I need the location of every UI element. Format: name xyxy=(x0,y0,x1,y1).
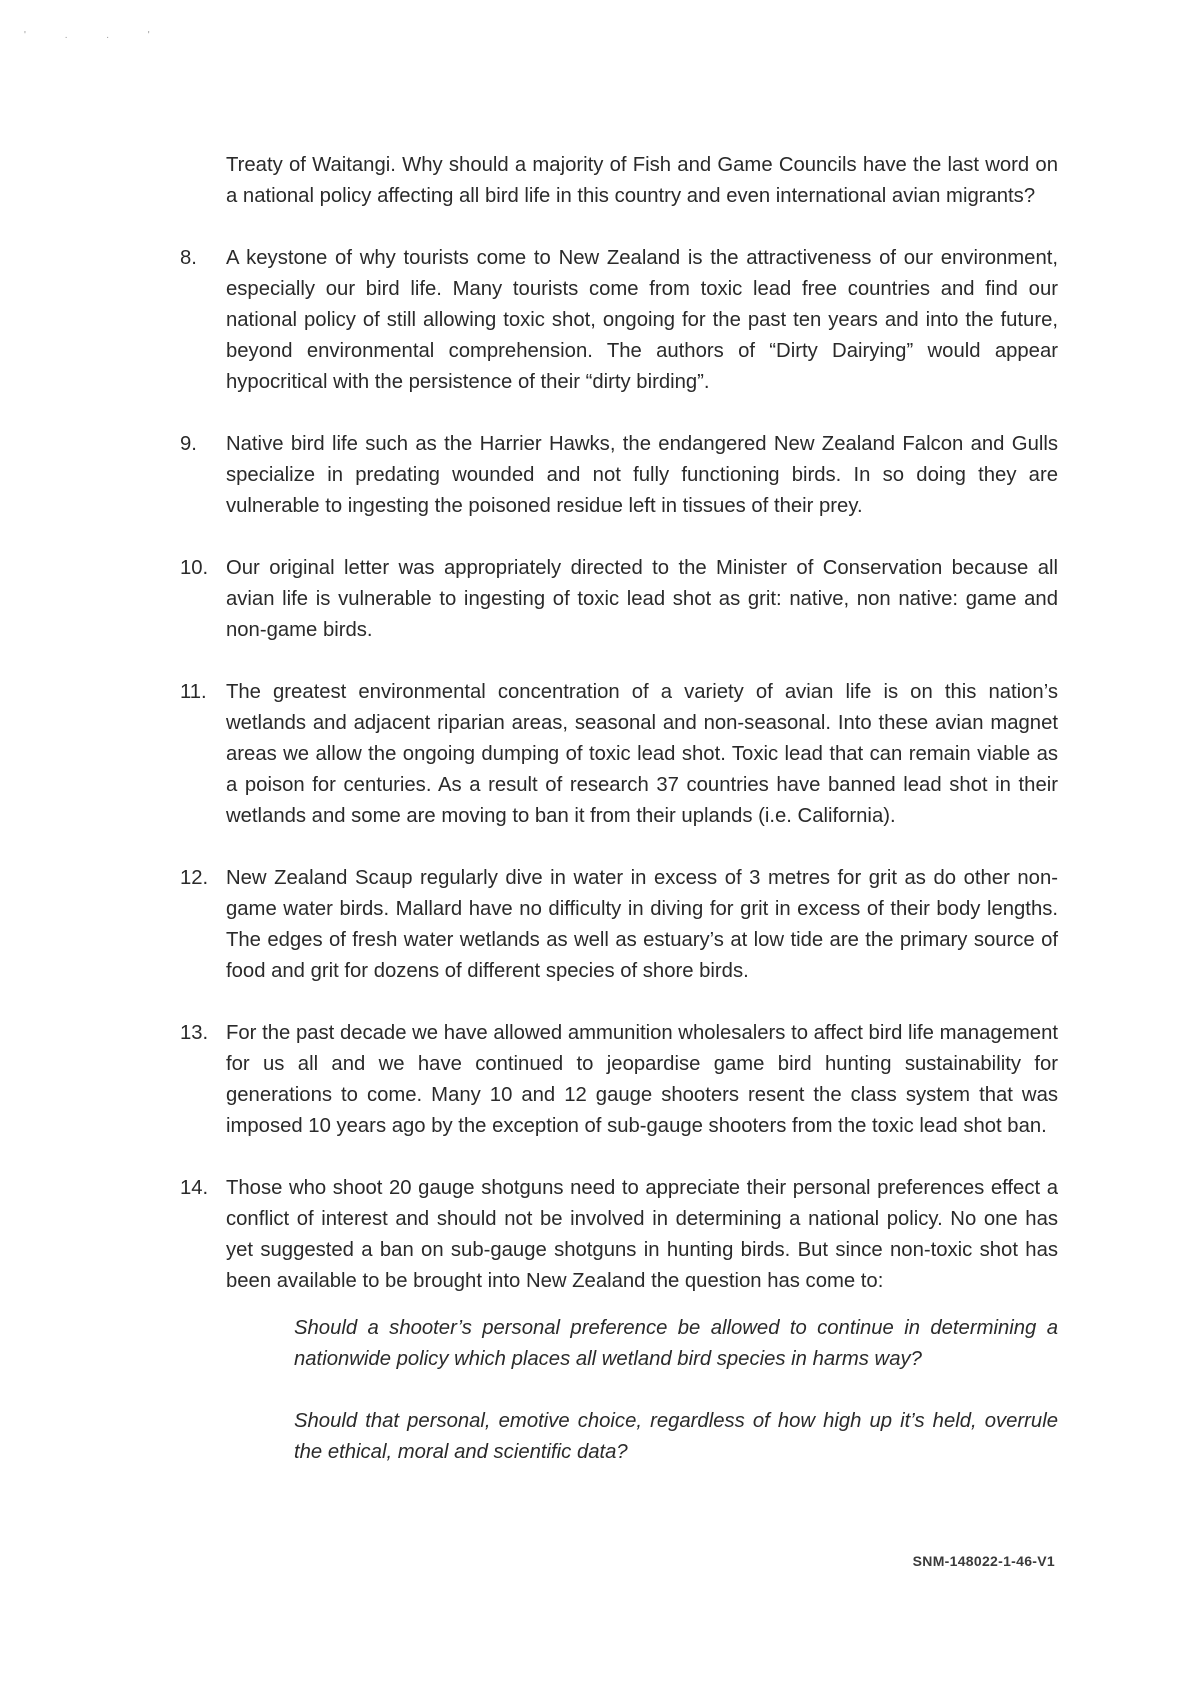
lead-paragraph: Treaty of Waitangi. Why should a majority of Fish and Game Councils have the last word on a national policy affecting all bird life in this country and even international avian migrants? xyxy=(226,154,1058,207)
list-item-number: 10. xyxy=(180,557,209,579)
list-item-8 xyxy=(180,243,1058,398)
list-item-text: For the past decade we have allowed ammunition wholesalers to affect bird life management for us all and we have continued to jeopardise game bird hunting sustainability for generations to come. Many 10 and 12 gauge shooters resent the class system that was imposed 10 years ago by the exception of sub-gauge shooters from the toxic lead shot ban. xyxy=(226,1022,1058,1137)
list-item-text: Those who shoot 20 gauge shotguns need to appreciate their personal preferences effect a conflict of interest and should not be involved in determining a national policy. No one has yet suggested a ban on sub-gauge shotguns in hunting birds. But since non-toxic shot has been available to be brought into New Zealand the question has come to: xyxy=(226,1177,1058,1292)
question-quote: Should a shooter’s personal preference be allowed to continue in determining a nationwide policy which places all wetland bird species in harms way? xyxy=(294,1317,1058,1370)
list-item-9 xyxy=(180,429,1058,522)
document-reference: SNM-148022-1-46-V1 xyxy=(912,1553,1055,1569)
list-item-number: 14. xyxy=(180,1177,209,1199)
list-item-10 xyxy=(180,553,1058,646)
list-item-number: 9. xyxy=(180,433,197,455)
list-item-text: A keystone of why tourists come to New Zealand is the attractiveness of our environment, especially our bird life. Many tourists come from toxic lead free countries and find our national policy of still allowing toxic shot, ongoing for the past ten years and into the future, beyond environmental comprehension. The authors of “Dirty Dairying” would appear hypocritical with the persistence of their “dirty birding”. xyxy=(226,247,1058,393)
list-item-number: 12. xyxy=(180,867,209,889)
page-body xyxy=(180,150,1058,1499)
list-item-13 xyxy=(180,1018,1058,1142)
list-item-12 xyxy=(180,863,1058,987)
list-item-number: 8. xyxy=(180,247,197,269)
question-quote: Should that personal, emotive choice, regardless of how high up it’s held, overrule the ethical, moral and scientific data? xyxy=(294,1410,1058,1463)
list-item-text: Native bird life such as the Harrier Hawks, the endangered New Zealand Falcon and Gulls specialize in predating wounded and not fully functioning birds. In so doing they are vulnerable to ingesting the poisoned residue left in tissues of their prey. xyxy=(226,433,1058,517)
list-item-11 xyxy=(180,677,1058,832)
list-item-14 xyxy=(180,1173,1058,1297)
list-item-number: 11. xyxy=(180,681,207,703)
list-item-text: The greatest environmental concentration of a variety of avian life is on this nation’s wetlands and adjacent riparian areas, seasonal and non-seasonal. Into these avian magnet areas we allow the ongoing dumping of toxic lead shot. Toxic lead that can remain viable as a poison for centuries. As a result of research 37 countries have banned lead shot in their wetlands and some are moving to ban it from their uplands (i.e. California). xyxy=(226,681,1058,827)
list-item-text: New Zealand Scaup regularly dive in water in excess of 3 metres for grit as do other non-game water birds. Mallard have no difficulty in diving for grit in excess of their body lengths. The edges of fresh water wetlands as well as estuary’s at low tide are the primary source of food and grit for dozens of different species of shore birds. xyxy=(226,867,1058,982)
list-item-number: 13. xyxy=(180,1022,209,1044)
scan-marks: ' . . ' xyxy=(24,30,168,41)
question-block xyxy=(180,1313,1058,1468)
list-item-text: Our original letter was appropriately directed to the Minister of Conservation because all avian life is vulnerable to ingesting of toxic lead shot as grit: native, non native: game and non-game birds. xyxy=(226,557,1058,641)
